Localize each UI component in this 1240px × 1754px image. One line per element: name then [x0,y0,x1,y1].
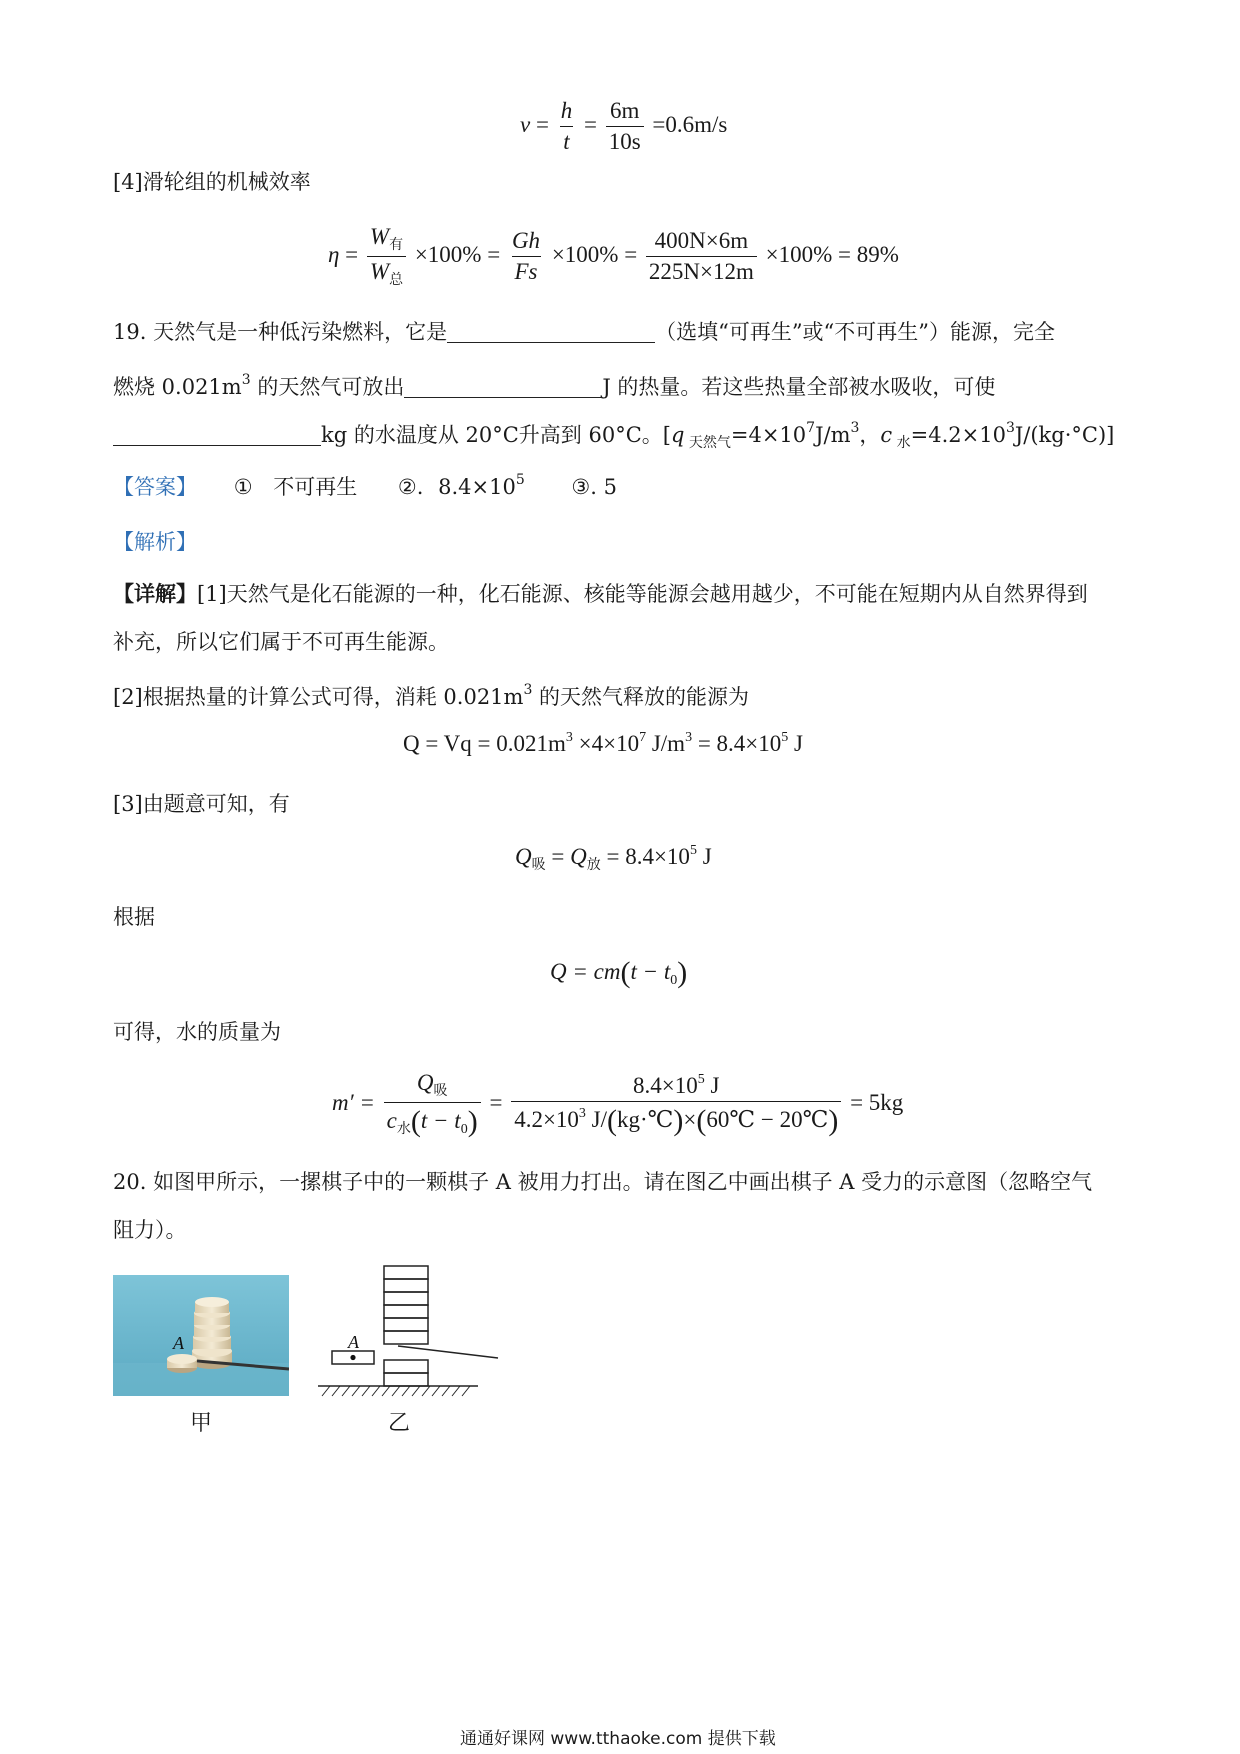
answer-blank-1[interactable] [447,320,655,343]
formula-text: × [683,1106,697,1132]
superscript: 7 [639,730,647,745]
formula-text: 60℃ − 20℃ [706,1106,829,1132]
symbol-c: c [386,1108,397,1133]
velocity-result: =0.6m/s [652,111,728,137]
checker-stack-photo [113,1275,289,1396]
label-a-diagram: A [348,1332,359,1352]
close-paren: ) [673,1103,684,1137]
fraction-gh-over-fs [509,228,543,285]
numerator-6m: 6m [609,98,640,123]
q19-text: J/m [815,423,851,447]
sub-useful: 有 [389,238,404,253]
superscript: 3 [1005,420,1015,436]
sub-total: 总 [389,273,404,288]
q19-text: 的天然气可放出 [250,375,405,399]
fraction-h-over-t [558,98,576,155]
close-paren: ) [677,956,688,989]
q19-text: J/(kg·°C)] [1014,423,1115,447]
equals-sign: = [489,1089,503,1115]
formula-text: 4.2×10 [514,1106,579,1132]
q19-text: 19. 天然气是一种低污染燃料，它是 [113,320,448,344]
formula-text: m′ = [332,1089,375,1115]
formula-text: t − t [630,959,671,984]
fraction-numeric-mass [511,1072,841,1138]
answer-line [113,466,617,501]
superscript: 5 [697,1071,705,1087]
efficiency-formula [328,224,899,289]
superscript: 5 [515,472,525,488]
subscript: 放 [586,858,601,873]
open-paren: ( [620,956,631,989]
formula-text: Q = Vq = 0.021m [403,731,566,756]
superscript: 3 [578,1105,586,1121]
bottom-piece [384,1373,428,1386]
caption-jia: 甲 [190,1411,213,1436]
subscript: 吸 [531,858,546,873]
detail-para1-cont: 补充，所以它们属于不可再生能源。 [113,630,449,654]
times-100-percent: ×100% = [551,241,638,267]
checker-piece-a [167,1354,197,1373]
detail-text: 的天然气释放的能源为 [532,685,750,709]
equals-sign: = [345,241,359,267]
step4-label: [4]滑轮组的机械效率 [113,170,311,194]
q19-text: kg 的水温度从 20°C升高到 60°C。[ [321,423,671,447]
equals-sign: = [583,111,597,137]
times-100-percent: ×100% = [414,241,501,267]
open-paren: ( [410,1105,421,1138]
formula-text: = 8.4×10 [600,844,690,869]
superscript: 7 [806,420,816,436]
stack-piece [384,1331,428,1344]
figure-jia-photo [113,1275,289,1396]
w-total: W [369,259,390,284]
symbol-c: c [880,423,893,447]
stack-piece [384,1305,428,1318]
answer-2: 8.4×10 [438,475,516,499]
superscript: 3 [241,372,251,388]
q19-text: =4.2×10 [910,423,1006,447]
formula-text: J [788,731,803,756]
heat-equality-formula [515,843,712,874]
detail-para2 [113,676,749,711]
denominator-t: t [560,126,572,155]
superscript: 3 [523,682,533,698]
answer-mark-2: ②. [397,475,424,499]
equals-sign: = [535,111,549,137]
symbol-q: q [670,423,685,447]
formula-text: = 8.4×10 [692,731,782,756]
formula-text: J/ [585,1106,608,1132]
q19-text: =4×10 [730,423,807,447]
denominator-10s: 10s [606,126,644,155]
numerator-h: h [560,98,573,123]
subscript: 0 [670,973,678,988]
fraction-6m-over-10s [606,98,644,155]
numerator-400n-6m: 400N×6m [654,228,749,253]
answer-1: 不可再生 [273,475,358,499]
answer-mark-1: ① [233,475,253,499]
detail-para4: 根据 [113,905,155,929]
q19-text: 燃烧 0.021m [113,375,242,399]
mass-result: = 5kg [850,1089,904,1115]
stack-piece [384,1292,428,1305]
numerator-gh: Gh [511,228,541,253]
denominator-225n-12m: 225N×12m [646,256,757,285]
fraction-q-over-c [384,1070,481,1139]
label-a-photo: A [173,1333,184,1353]
q19-line3 [113,414,1114,457]
q19-text: ， [859,423,881,447]
caption-yi: 乙 [388,1411,411,1436]
close-paren: ) [828,1103,839,1137]
formula-text: ×4×10 [572,731,640,756]
q19-line2 [113,366,995,401]
answer-label: 【答案】 [113,475,197,499]
superscript: 3 [850,420,860,436]
formula-text: Q = cm [550,959,621,984]
stack-piece [384,1318,428,1331]
fraction-numeric [646,228,757,285]
mass-formula [332,1070,903,1139]
detail-label: 【详解】 [113,581,197,606]
w-useful: W [369,224,390,249]
figure-yi-diagram [318,1262,502,1398]
answer-3: ③. 5 [571,475,617,499]
checker-diagram [318,1262,502,1398]
superscript: 5 [781,730,789,745]
q19-text: （选填“可再生”或“不可再生”）能源，完全 [655,320,1056,344]
symbol-q: Q [416,1070,434,1095]
answer-blank-3[interactable] [113,423,321,446]
subscript: 天然气 [684,435,731,451]
formula-text: J/m [646,731,686,756]
formula-text: = [545,844,571,869]
q20-line2: 阻力）。 [113,1218,187,1242]
formula-text: t − t [420,1108,461,1133]
velocity-symbol: v [520,111,531,137]
denominator-fs: Fs [512,256,541,285]
open-paren: ( [696,1103,707,1137]
stack-piece [384,1266,428,1279]
analysis-label: 【解析】 [113,530,197,554]
symbol-q: Q [570,844,587,869]
fraction-w-useful-over-w-total [367,224,406,289]
q19-line1 [113,318,1055,346]
subscript: 0 [460,1122,468,1137]
q20-line1: 20. 如图甲所示，一摞棋子中的一颗棋子 A 被用力打出。请在图乙中画出棋子 A 受力的示意图（忽略空气 [113,1170,1093,1194]
detail-text: [1]天然气是化石能源的一种，化石能源、核能等能源会越用越少，不可能在短期内从自然界得到 [197,582,1088,606]
symbol-q: Q [515,844,532,869]
bottom-piece [384,1360,428,1373]
formula-text: kg·℃ [617,1106,674,1132]
q19-text: J 的热量。若这些热量全部被水吸收，可使 [602,375,996,399]
checker-stack [192,1297,232,1369]
subscript: 水 [396,1122,411,1137]
stack-piece [384,1279,428,1292]
center-of-mass-dot [350,1355,355,1360]
detail-para1 [113,580,1088,608]
superscript: 5 [689,843,697,858]
formula-text: J [696,844,712,869]
superscript: 3 [565,730,573,745]
answer-blank-2[interactable] [404,375,602,398]
detail-para5: 可得，水的质量为 [113,1020,281,1044]
detail-text: [2]根据热量的计算公式可得，消耗 0.021m [113,685,524,709]
superscript: 3 [685,730,693,745]
eta-symbol: η [328,241,340,267]
subscript: 水 [892,435,911,451]
ground-hatching [322,1386,470,1396]
heat-formula [550,956,687,990]
formula-text: J [704,1072,720,1098]
efficiency-result: ×100% = 89% [765,241,899,267]
ruler-line [398,1346,498,1358]
close-paren: ) [467,1105,478,1138]
open-paren: ( [607,1103,618,1137]
subscript: 吸 [433,1084,448,1099]
formula-text: 8.4×10 [633,1072,698,1098]
heat-released-formula [403,730,803,757]
velocity-formula [520,98,727,155]
page-footer: 通通好课网 www.tthaoke.com 提供下载 [460,1729,776,1749]
detail-para3: [3]由题意可知，有 [113,792,290,816]
